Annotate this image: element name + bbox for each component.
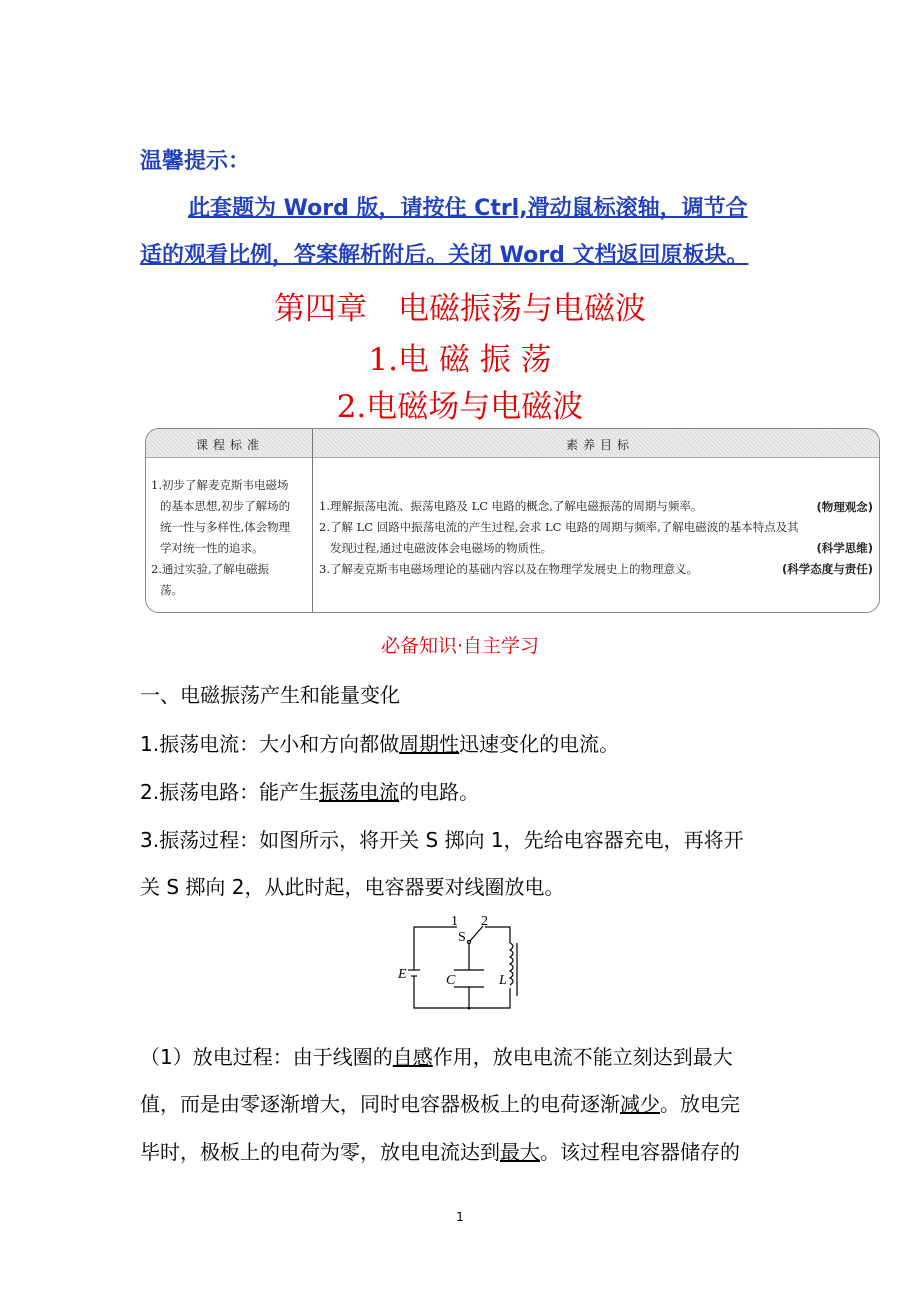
col1-line: 荡。: [160, 583, 183, 597]
tag-scientific-thinking: (科学思维): [816, 541, 873, 555]
col1-header: 课程标准: [196, 438, 265, 452]
tag-scientific-attitude: (科学态度与责任): [781, 562, 873, 576]
objectives-table: [145, 428, 880, 613]
capacitor-label: C: [446, 973, 456, 988]
section-title-2: 2.电磁场与电磁波: [336, 389, 584, 425]
terminal-1-label: 1: [451, 914, 458, 929]
section-label: 必备知识·自主学习: [380, 635, 540, 657]
col1-line: 学对统一性的追求。: [160, 541, 264, 555]
col1-line: 2.通过实验,了解电磁振: [151, 562, 270, 576]
paragraph-4-line-2: 值，而是由零逐渐增大，同时电容器极板上的电荷逐渐减少。放电完: [140, 1092, 740, 1116]
paragraph-2: 2.振荡电路：能产生振荡电流的电路。: [140, 780, 480, 804]
tag-physics-concept: (物理观念): [816, 500, 873, 514]
col1-line: 统一性与多样性,体会物理: [160, 520, 291, 534]
lc-circuit-diagram: [390, 910, 530, 1010]
paragraph-3-line-1: 3.振荡过程：如图所示，将开关 S 掷向 1，先给电容器充电，再将开: [140, 828, 744, 852]
col1-line: 1.初步了解麦克斯韦电磁场: [151, 478, 289, 492]
col2-header: 素养目标: [566, 438, 635, 452]
chapter-title: 第四章 电磁振荡与电磁波: [274, 291, 646, 327]
paragraph-4-line-3: 毕时，极板上的电荷为零，放电电流达到最大。该过程电容器储存的: [140, 1140, 740, 1164]
page-number: 1: [456, 1210, 464, 1224]
col1-line: 的基本思想,初步了解场的: [160, 499, 291, 513]
inductor-label: L: [499, 973, 507, 988]
battery-label: E: [398, 967, 407, 982]
tip-heading: 温馨提示：: [140, 149, 251, 174]
terminal-2-label: 2: [481, 914, 488, 929]
section-title-1: 1.电 磁 振 荡: [368, 342, 552, 378]
col2-line: 3.了解麦克斯韦电磁场理论的基础内容以及在物理学发展史上的物理意义。: [319, 562, 698, 576]
tip-line-2: 适的观看比例，答案解析附后。关闭 Word 文档返回原板块。: [140, 243, 749, 268]
col2-line: 发现过程,通过电磁波体会电磁场的物质性。: [330, 541, 553, 555]
col2-line: 1.理解振荡电流、振荡电路及 LC 电路的概念,了解电磁振荡的周期与频率。: [319, 499, 703, 513]
switch-label: S: [458, 930, 466, 945]
paragraph-1: 1.振荡电流：大小和方向都做周期性迅速变化的电流。: [140, 732, 620, 756]
heading-1: 一、电磁振荡产生和能量变化: [140, 683, 400, 707]
col2-line: 2.了解 LC 回路中振荡电流的产生过程,会求 LC 电路的周期与频率,了解电磁波的基本特点及其: [319, 520, 799, 534]
paragraph-4-line-1: （1）放电过程：由于线圈的自感作用，放电电流不能立刻达到最大: [140, 1045, 733, 1069]
tip-line-1: 此套题为 Word 版，请按住 Ctrl,滑动鼠标滚轴，调节合: [188, 196, 748, 221]
paragraph-3-line-2: 关 S 掷向 2，从此时起，电容器要对线圈放电。: [140, 875, 565, 899]
